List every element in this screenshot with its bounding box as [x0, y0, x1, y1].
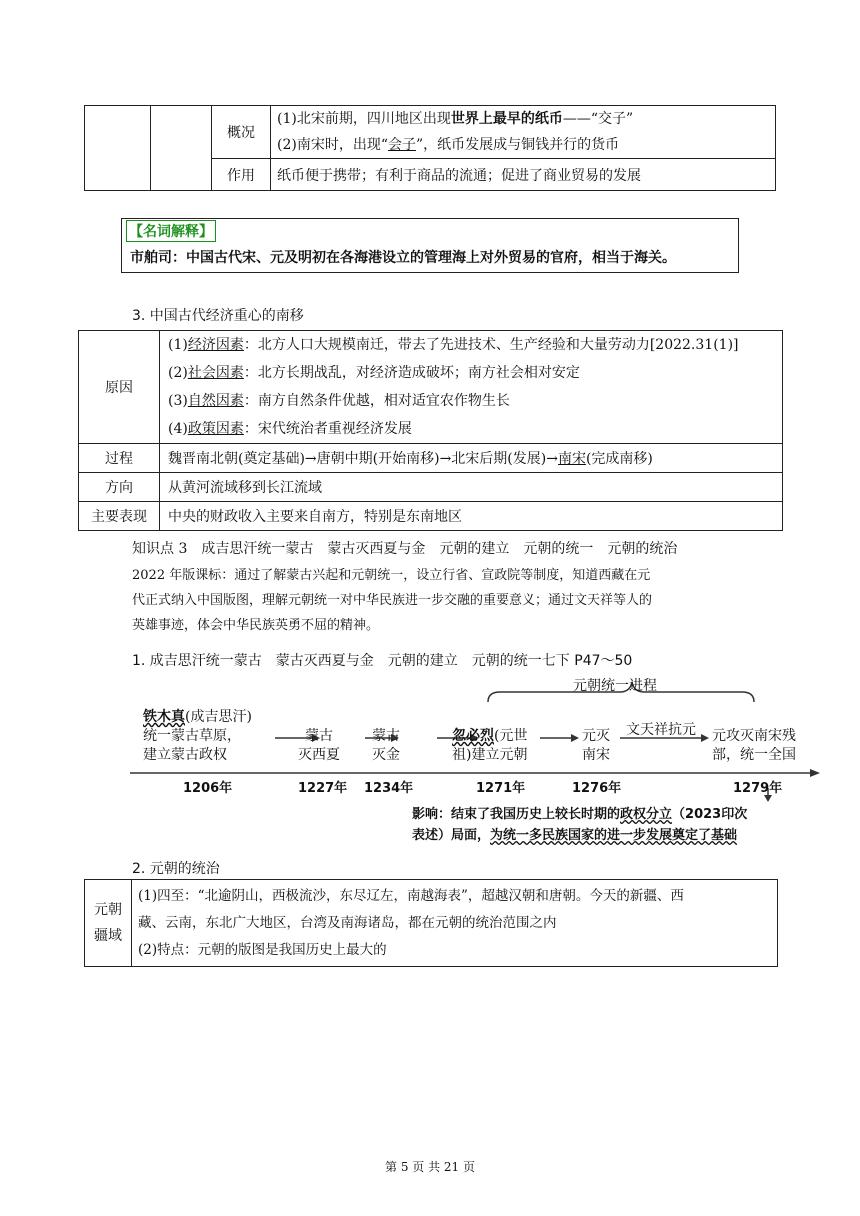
effect-label: 作用	[212, 159, 271, 191]
year-1276: 1276年	[572, 781, 622, 796]
brace-label: 元朝统一进程	[573, 678, 657, 694]
blank-cell	[85, 106, 151, 191]
reason-label: 原因	[79, 331, 160, 444]
year-1206: 1206年	[183, 781, 233, 796]
territory-label: 元朝 疆域	[85, 880, 132, 967]
effect-text: 纸币便于携带；有利于商品的流通；促进了商业贸易的发展	[271, 159, 776, 191]
curriculum-standard: 2022 年版课标：通过了解蒙古兴起和元朝统一，设立行省、宣政院等制度，知道西藏在元 代正式纳入中国版图，理解元朝统一对中华民族进一步交融的重要意义；通过文天祥等人的 英雄事迹，体会中华民族英勇不屈的精神。	[132, 568, 653, 633]
direction-label: 方向	[79, 473, 160, 502]
impact-text: 影响：结束了我国历史上较长时期的政权分立（2023印次 表述）局面，为统一多民族国家的进一步发展奠定了基础	[412, 807, 748, 843]
term-box	[121, 218, 739, 273]
page-footer: 第 5 页 共 21 页	[385, 1160, 475, 1174]
process-label: 过程	[79, 444, 160, 473]
year-1271: 1271年	[476, 781, 526, 796]
event-1276: 元灭 南宋	[582, 728, 610, 763]
term-line: 市舶司：中国古代宋、元及明初在各海港设立的管理海上对外贸易的官府，相当于海关。	[130, 250, 676, 266]
main-label: 主要表现	[79, 502, 160, 531]
year-1234: 1234年	[364, 781, 414, 796]
section2-heading: 2. 元朝的统治	[132, 861, 220, 877]
economy-table	[78, 330, 783, 531]
direction-text: 从黄河流域移到长江流域	[160, 473, 783, 502]
reason-3: (3)自然因素：南方自然条件优越，相对适宜农作物生长	[168, 393, 510, 409]
section3-heading: 3. 中国古代经济重心的南移	[132, 308, 304, 324]
year-1279: 1279年	[733, 781, 783, 796]
section1-heading: 1. 成吉思汗统一蒙古 蒙古灭西夏与金 元朝的建立 元朝的统一七下 P47～50	[132, 653, 633, 669]
reason-2: (2)社会因素：北方长期战乱，对经济造成破坏；南方社会相对安定	[168, 365, 580, 381]
event-1279: 元攻灭南宋残 部，统一全国	[712, 728, 796, 763]
event-1234: 蒙古 灭金	[372, 728, 400, 763]
reason-cell	[160, 331, 783, 444]
term-header: 【名词解释】	[126, 220, 216, 242]
blank-cell	[151, 106, 212, 191]
event-1271: 忽必烈(元世 祖)建立元朝	[452, 728, 528, 763]
year-1227: 1227年	[298, 781, 348, 796]
currency-table	[84, 105, 776, 191]
main-text: 中央的财政收入主要来自南方，特别是东南地区	[160, 502, 783, 531]
overview-label: 概况	[212, 106, 271, 159]
process-text: 魏晋南北朝(奠定基础)→唐朝中期(开始南移)→北宋后期(发展)→南宋(完成南移)	[160, 444, 783, 473]
overview-cell: (1)北宋前期，四川地区出现世界上最早的纸币——“交子” (2)南宋时，出现“会子”，纸币发展成与铜钱并行的货币	[271, 106, 776, 159]
event-1227: 蒙古 灭西夏	[298, 728, 340, 763]
knowledge-title: 知识点 3 成吉思汗统一蒙古 蒙古灭西夏与金 元朝的建立 元朝的统一 元朝的统治	[132, 541, 678, 557]
event-wentianxiang: 文天祥抗元	[626, 722, 696, 738]
reason-1: (1)经济因素：北方人口大规模南迁，带去了先进技术、生产经验和大量劳动力[2022.31(1)]	[168, 337, 739, 353]
reason-4: (4)政策因素：宋代统治者重视经济发展	[168, 421, 412, 437]
territory-text: (1)四至：“北逾阴山，西极流沙，东尽辽左，南越海表”，超越汉朝和唐朝。今天的新疆、西 藏、云南，东北广大地区，台湾及南海诸岛，都在元朝的统治范围之内 (2)特点：元朝的版图是我国历史上最大的	[132, 880, 778, 967]
territory-table	[84, 879, 778, 967]
event-1206: 铁木真(成吉思汗) 统一蒙古草原， 建立蒙古政权	[143, 709, 252, 763]
